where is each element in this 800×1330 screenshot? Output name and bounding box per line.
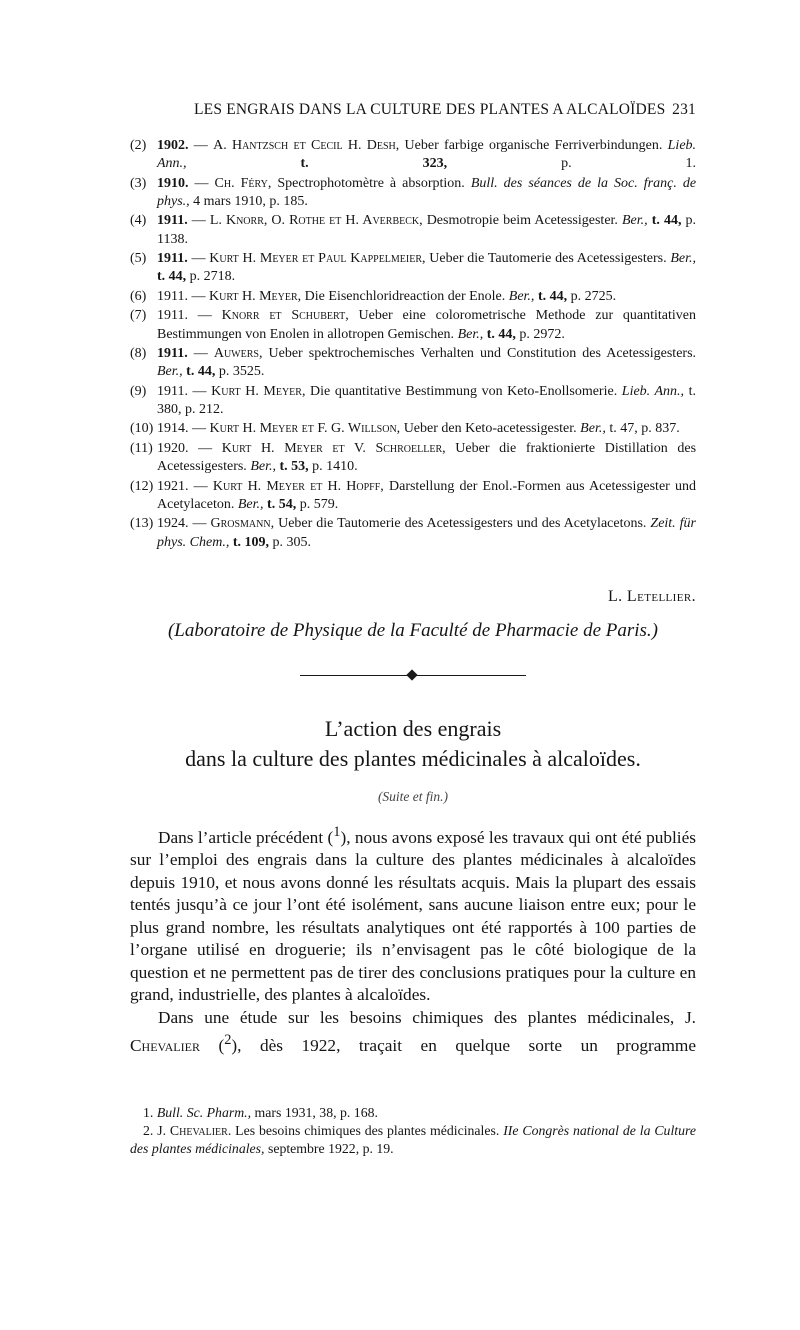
reference-text: 1911. — Auwers, Ueber spektrochemisches Verhalten und Constitution des Acetessigesters. Ber., t. 44, p. 3525. (157, 346, 697, 380)
reference-number: (13) (130, 516, 154, 532)
reference-item (130, 420, 696, 438)
article-subtitle: (Suite et fin.) (377, 789, 449, 804)
reference-text: 1920. — Kurt H. Meyer et V. Schroeller, Ueber die fraktionierte Distillation des Acetessigesters. Ber., t. 53, p. 1410. (157, 440, 697, 475)
paragraph: Dans une étude sur les besoins chimiques des plantes médicinales, J. Chevalier ($^2$), dès 1922, traçait en quelque sorte un programme (130, 1007, 696, 1056)
reference-text: 1902. — A. Hantzsch et Cecil H. Desh, Ueber farbige organische Ferriverbindungen. Lieb. Ann., t. 323, p. 1. (157, 138, 697, 172)
reference-item (130, 478, 696, 514)
paragraph: Dans l’article précédent ($^1$), nous avons exposé les travaux qui ont été publiés sur l’emploi des engrais dans la culture des plantes médicinales à alcaloïdes depuis 1910, et nous avons donné les résultats acquis. Mais la plupart des essais tentés jusqu’à ce jour l’ont été isolément, sans aucune liaison entre eux; pour le plus grand nombre, les résultats analytiques ont été rapportés à 100 parties de l’organe utilisé en droguerie; ils n’envisagent pas le côté biologique de la question et ne permettent pas de tirer des conclusions pratiques pour la culture en grand, industrielle, des plantes à alcaloïdes. (130, 824, 696, 1005)
reference-item (130, 250, 696, 286)
reference-number: (5) (130, 251, 147, 267)
reference-text: 1924. — Grosmann, Ueber die Tautomerie des Acetessigesters und des Acetylacetons. Zeit. für phys. Chem., t. 109, p. 305. (157, 516, 697, 550)
reference-text: 1911. — Kurt H. Meyer et Paul Kappelmeier, Ueber die Tautomerie des Acetessigesters. Ber., t. 44, p. 2718. (157, 251, 697, 285)
reference-text: 1911. — Knorr et Schubert, Ueber eine colorometrische Methode zur quantitativen Bestimmungen von Enolen in allotropen Gemischen. Ber., t. 44, p. 2972. (157, 308, 697, 342)
reference-item (130, 307, 696, 343)
reference-number: (9) (130, 383, 147, 399)
reference-number: (12) (130, 478, 154, 494)
reference-item (130, 383, 696, 419)
reference-number: (7) (130, 308, 147, 324)
reference-item (130, 515, 696, 551)
footnote-ref[interactable]: 1 (333, 824, 341, 840)
article-title (130, 714, 696, 774)
page-number: 231 (672, 101, 696, 118)
article-title-line-1: L’action des engrais (324, 716, 502, 741)
section-divider (300, 670, 526, 682)
reference-number: (8) (130, 346, 147, 362)
reference-item (130, 345, 696, 381)
reference-item (130, 137, 696, 173)
reference-number: (6) (130, 288, 147, 304)
running-header (130, 101, 696, 123)
reference-text: 1921. — Kurt H. Meyer et H. Hopff, Darstellung der Enol.-Formen aus Acetessigester und Acetylaceton. Ber., t. 54, p. 579. (157, 478, 697, 512)
diamond-ornament-icon (406, 669, 417, 680)
footnote-ref[interactable]: 2 (224, 1032, 232, 1049)
footnote: 1. Bull. Sc. Pharm., mars 1931, 38, p. 168. (143, 1105, 378, 1120)
reference-list (130, 137, 696, 553)
reference-item (130, 288, 696, 306)
article-body (130, 821, 696, 1058)
reference-text: 1910. — Ch. Féry, Spectrophotomètre à absorption. Bull. des séances de la Soc. franç. de phys., 4 mars 1910, p. 185. (157, 175, 697, 209)
reference-item (130, 175, 696, 211)
reference-number: (2) (130, 138, 147, 153)
reference-text: 1911. — Kurt H. Meyer, Die quantitative Bestimmung von Keto-Enollsomerie. Lieb. Ann., t. 380, p. 212. (157, 383, 697, 417)
reference-text: 1914. — Kurt H. Meyer et F. G. Willson, Ueber den Keto-acetessigester. Ber., t. 47, p. 837. (157, 421, 680, 437)
reference-item (130, 440, 696, 476)
reference-number: (11) (130, 440, 153, 456)
footnotes (130, 1104, 696, 1158)
running-title: LES ENGRAIS DANS LA CULTURE DES PLANTES A ALCALOÏDES (194, 101, 666, 118)
reference-number: (10) (130, 421, 154, 437)
reference-item (130, 212, 696, 248)
author-signature: L. Letellier. (607, 588, 696, 605)
reference-text: 1911. — Kurt H. Meyer, Die Eisenchloridreaction der Enole. Ber., t. 44, p. 2725. (157, 288, 617, 304)
article-title-line-2: dans la culture des plantes médicinales à alcaloïdes. (185, 746, 641, 771)
reference-number: (4) (130, 213, 147, 229)
reference-number: (3) (130, 175, 147, 191)
affiliation: (Laboratoire de Physique de la Faculté de Pharmacie de Paris.) (167, 620, 659, 641)
footnote: 2. J. Chevalier. Les besoins chimiques des plantes médicinales. IIe Congrès national de la Culture des plantes médicinales, septembre 1922, p. 19. (130, 1123, 697, 1156)
reference-text: 1911. — L. Knorr, O. Rothe et H. Averbeck, Desmotropie beim Acetessigester. Ber., t. 44, p. 1138. (157, 213, 697, 247)
